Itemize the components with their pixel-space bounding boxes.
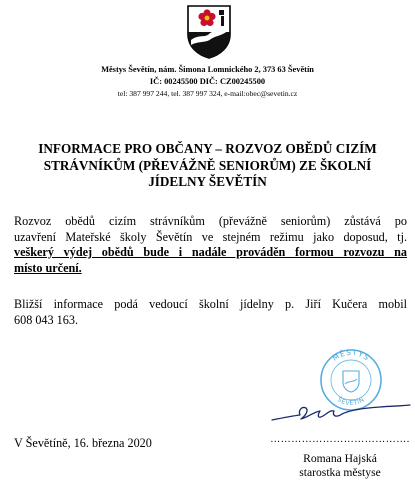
letterhead-address: Městys Ševětín, nám. Šimona Lomnického 2, 373 63 Ševětín xyxy=(101,65,314,74)
p2-line-2: 608 043 163. xyxy=(14,312,78,327)
title-line-2: STRÁVNÍKŮM (PŘEVÁŽNĚ SENIORŮM) ZE ŠKOLNÍ xyxy=(43,157,372,173)
letterhead-ids: IČ: 00245500 DIČ: CZ00245500 xyxy=(149,77,266,86)
paragraph-contact xyxy=(14,297,407,328)
p1-line-3-highlight: veškerý výdej obědů bude i nadále prováděn formou rozvozu na xyxy=(14,245,407,259)
document-title xyxy=(0,141,415,191)
p1-line-4-highlight: místo určení. xyxy=(14,260,82,275)
svg-text:MĚSTYS xyxy=(331,348,372,363)
p1-line-1: Rozvoz obědů cizím strávníkům (převážně seniorům) zůstává po xyxy=(14,214,407,228)
paragraph-delivery xyxy=(14,214,407,276)
p2-line-1: Bližší informace podá vedoucí školní jídelny p. Jiří Kučera mobil xyxy=(14,297,407,311)
title-line-1: INFORMACE PRO OBČANY – ROZVOZ OBĚDŮ CIZÍM xyxy=(38,141,377,156)
letterhead-contact: tel: 387 997 244, tel. 387 997 324, e-mail:obec@sevetin.cz xyxy=(117,89,298,98)
handwritten-signature-icon xyxy=(268,398,414,428)
letterhead xyxy=(0,64,415,99)
date-line: V Ševětíně, 16. března 2020 xyxy=(14,436,152,450)
signature-block xyxy=(270,436,410,480)
stamp-text-bottom: ŠEVĚTÍN xyxy=(336,396,366,408)
stamp-text-top: MĚSTYS xyxy=(330,347,372,363)
signature-dotted-line: …………………………………. xyxy=(270,436,410,444)
title-line-3: JÍDELNY ŠEVĚTÍN xyxy=(148,174,267,189)
p1-line-2: uzavření Mateřské školy Ševětín ve stejném režimu jako doposud, tj. xyxy=(14,229,407,244)
signatory-role: starostka městyse xyxy=(299,466,381,479)
coat-of-arms-icon xyxy=(185,4,233,60)
signatory-name: Romana Hajská xyxy=(303,452,377,465)
